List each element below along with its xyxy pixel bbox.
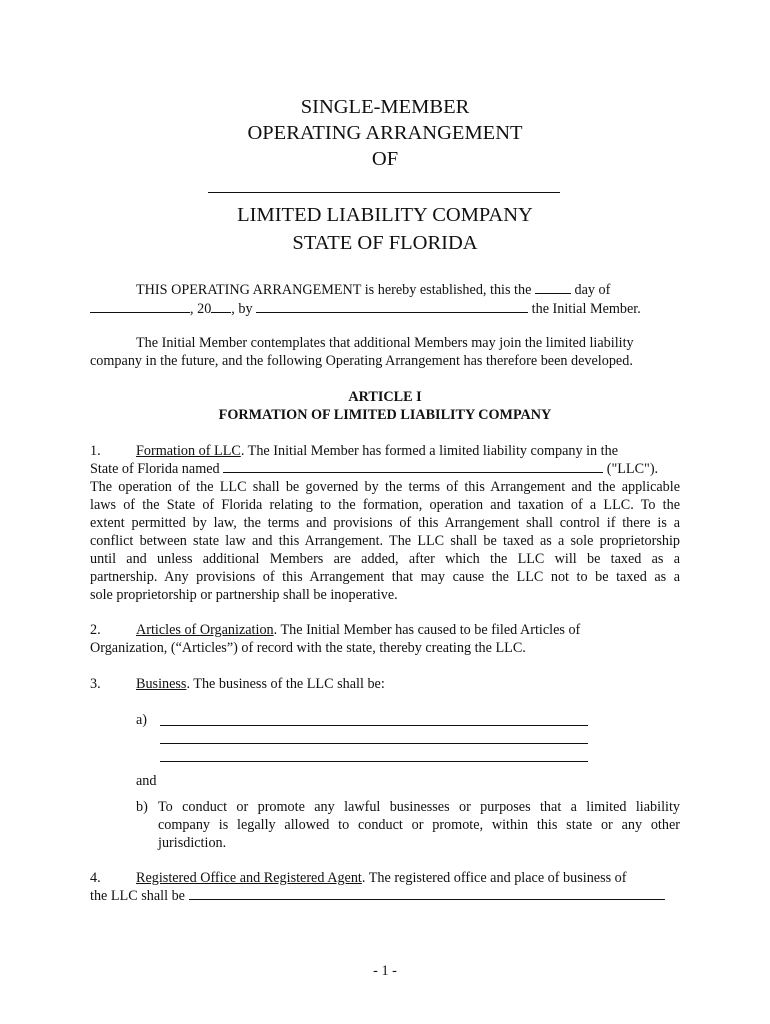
section-1-text: . The Initial Member has formed a limited liability company in the bbox=[240, 443, 619, 459]
section-4-line-2 bbox=[90, 887, 680, 905]
year-blank bbox=[211, 300, 231, 313]
section-1-line-1 bbox=[90, 442, 680, 460]
title-line-1: SINGLE-MEMBER bbox=[300, 96, 470, 118]
section-2-line-2: Organization, (“Articles”) of record with the state, thereby creating the LLC. bbox=[90, 640, 526, 656]
item-b-line-3: jurisdiction. bbox=[158, 835, 227, 851]
section-1-llc-label: ("LLC"). bbox=[606, 461, 659, 477]
section-1-title: Formation of LLC bbox=[136, 443, 241, 459]
article-heading: ARTICLE I bbox=[348, 389, 422, 405]
section-4-office-label: the LLC shall be bbox=[90, 888, 185, 904]
section-1-line-7: until and unless additional Members are added, after which the LLC will be taxed as a bbox=[90, 551, 680, 567]
section-3-number: 3. bbox=[90, 676, 101, 692]
section-1-line-5: extent permitted by law, the terms and provisions of this Arrangement shall control if there is a bbox=[90, 515, 680, 531]
article-subheading: FORMATION OF LIMITED LIABILITY COMPANY bbox=[218, 407, 552, 423]
section-4-title: Registered Office and Registered Agent bbox=[136, 870, 362, 886]
title-line-4: LIMITED LIABILITY COMPANY bbox=[237, 204, 533, 226]
section-1-line-6: conflict between state law and this Arrangement. The LLC shall be taxed as a sole proprietorship bbox=[90, 533, 680, 549]
llc-name-blank bbox=[223, 460, 603, 473]
section-1-line-9: sole proprietorship or partnership shall be inoperative. bbox=[90, 587, 398, 603]
section-4-line-1 bbox=[90, 869, 680, 887]
intro-text-a: THIS OPERATING ARRANGEMENT is hereby established, this the bbox=[136, 282, 532, 298]
intro-paragraph-line-2 bbox=[90, 300, 690, 318]
item-b-line-2: company is legally allowed to conduct or promote, within this state or any other bbox=[158, 817, 680, 833]
section-2-number: 2. bbox=[90, 622, 101, 638]
section-3-line-1 bbox=[90, 675, 680, 693]
section-1-line-4: laws of the State of Florida relating to the formation, operation and taxation of a LLC. To the bbox=[90, 497, 680, 513]
intro-text-c: , 20 bbox=[190, 301, 212, 317]
title-line-3: OF bbox=[371, 148, 399, 170]
section-1-named-label: State of Florida named bbox=[90, 461, 220, 477]
company-name-blank bbox=[208, 192, 560, 193]
section-3-text: . The business of the LLC shall be: bbox=[186, 676, 385, 692]
section-1-line-8: partnership. Any provisions of this Arrangement that may cause the LLC not to be taxed as a bbox=[90, 569, 680, 585]
intro-text-d: , by bbox=[231, 301, 253, 317]
title-line-5: STATE OF FLORIDA bbox=[292, 232, 478, 254]
and-text: and bbox=[136, 773, 157, 789]
item-a-label: a) bbox=[136, 712, 148, 728]
section-1-number: 1. bbox=[90, 443, 101, 459]
month-blank bbox=[90, 300, 190, 313]
section-1-line-2 bbox=[90, 460, 680, 478]
item-b-label: b) bbox=[136, 799, 148, 815]
intro-paragraph-line-1 bbox=[136, 281, 696, 299]
intro-text-b: day of bbox=[574, 282, 611, 298]
registered-office-blank bbox=[189, 887, 665, 900]
member-name-blank bbox=[256, 300, 528, 313]
business-purpose-blank-3 bbox=[160, 761, 588, 762]
business-purpose-blank-1 bbox=[160, 725, 588, 726]
intro-text-e: the Initial Member. bbox=[531, 301, 641, 317]
day-blank bbox=[535, 281, 571, 294]
page-number: - 1 - bbox=[373, 963, 397, 979]
intro-paragraph-2-line-2: company in the future, and the following Operating Arrangement has therefore been developed. bbox=[90, 353, 633, 369]
business-purpose-blank-2 bbox=[160, 743, 588, 744]
section-3-title: Business bbox=[136, 676, 187, 692]
item-b-line-1: To conduct or promote any lawful businesses or purposes that a limited liability bbox=[158, 799, 680, 815]
section-1-line-3: The operation of the LLC shall be governed by the terms of this Arrangement and the applicable bbox=[90, 479, 680, 495]
title-line-2: OPERATING ARRANGEMENT bbox=[247, 122, 523, 144]
section-2-text: . The Initial Member has caused to be filed Articles of bbox=[273, 622, 581, 638]
intro-paragraph-2-line-1: The Initial Member contemplates that additional Members may join the limited liability bbox=[136, 335, 634, 351]
section-4-number: 4. bbox=[90, 870, 101, 886]
section-2-title: Articles of Organization bbox=[136, 622, 274, 638]
section-2-line-1 bbox=[90, 621, 680, 639]
section-4-text: . The registered office and place of business of bbox=[361, 870, 627, 886]
